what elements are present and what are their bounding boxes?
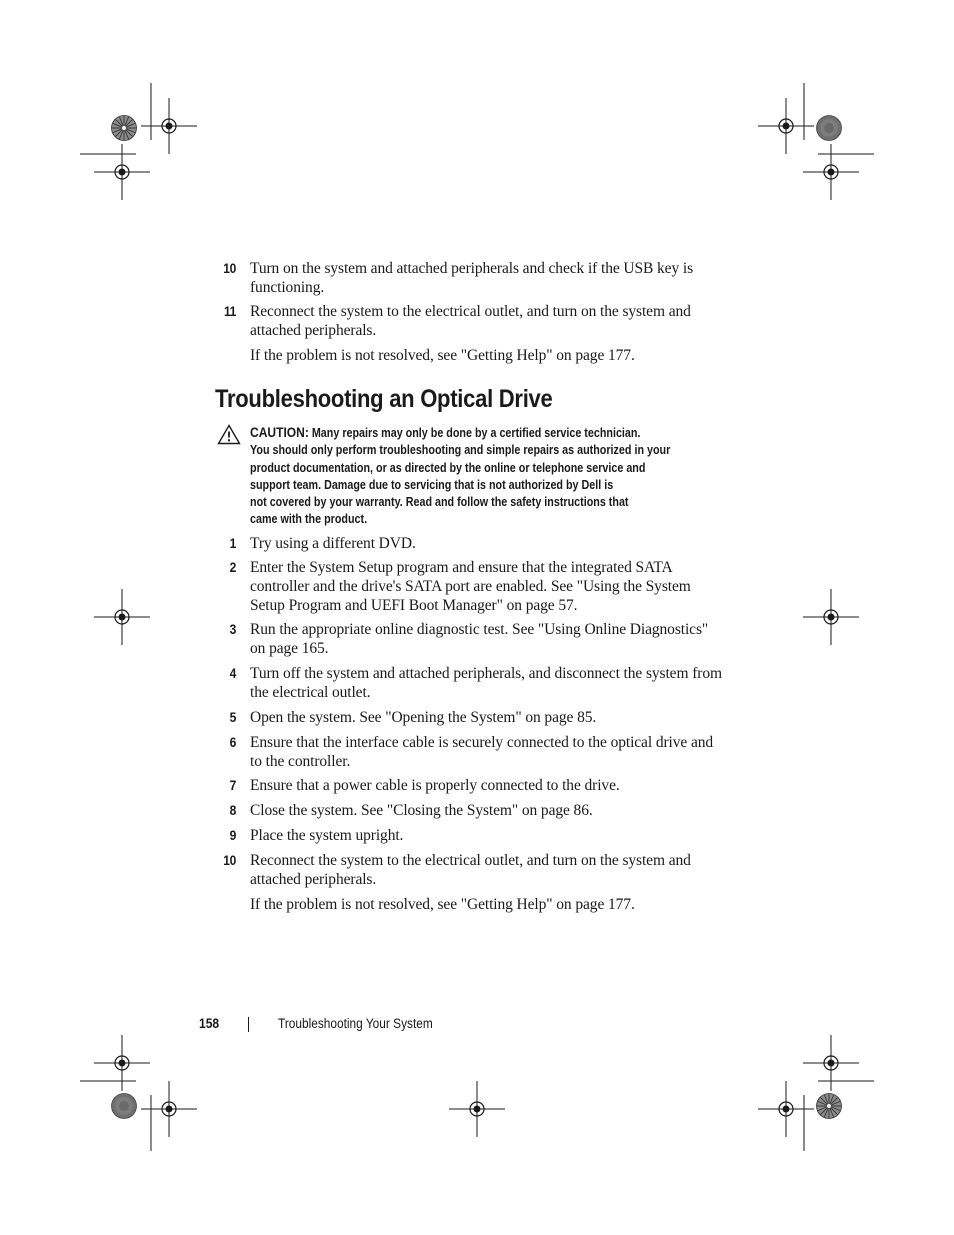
step-number: 7 [229, 777, 236, 793]
step-text: Turn on the system and attached peripherals and check if the USB key is functioning. [250, 260, 694, 296]
getting-help-note-top: If the problem is not resolved, see "Getting Help" on page 177. [250, 347, 635, 364]
step-text: Ensure that a power cable is properly connected to the drive. [250, 777, 620, 794]
page-number: 158 [199, 1015, 220, 1031]
step-text: Turn off the system and attached peripherals, and disconnect the system from the electrical outlet. [250, 665, 722, 701]
step-number: 9 [229, 827, 236, 843]
footer-chapter-title: Troubleshooting Your System [278, 1016, 433, 1031]
getting-help-note-bottom: If the problem is not resolved, see "Getting Help" on page 177. [250, 896, 635, 913]
step-number: 11 [223, 303, 236, 319]
step-number: 2 [229, 559, 236, 575]
step-number: 5 [229, 709, 236, 725]
step-text: Open the system. See "Opening the System" on page 85. [250, 709, 597, 726]
caution-line [250, 424, 663, 442]
step-number: 10 [223, 852, 236, 868]
step-text: Reconnect the system to the electrical outlet, and turn on the system and attached peripherals. [250, 852, 691, 888]
section-title: Troubleshooting an Optical Drive [215, 385, 553, 413]
footer-divider [248, 1017, 249, 1032]
caution-triangle-icon [217, 424, 241, 445]
step-text: Place the system upright. [250, 827, 404, 844]
step-number: 8 [229, 802, 236, 818]
caution-line: came with the product. [250, 512, 368, 527]
step-number: 1 [229, 535, 236, 551]
step-number: 4 [229, 665, 236, 681]
step-number: 10 [223, 260, 236, 276]
step-text: Enter the System Setup program and ensure that the integrated SATA controller and the drive's SATA port are enabled. See "Using the System Setup Program and UEFI Boot Manager" on page 57. [250, 559, 691, 614]
step-text: Try using a different DVD. [250, 535, 416, 552]
caution-text: Many repairs may only be done by a certified service technician. [311, 426, 641, 440]
step-number: 6 [229, 734, 236, 750]
caution-notice [250, 424, 730, 529]
step-text: Reconnect the system to the electrical outlet, and turn on the system and attached peripherals. [250, 303, 691, 339]
step-text: Ensure that the interface cable is securely connected to the optical drive and to the controller. [250, 734, 714, 770]
step-number: 3 [229, 621, 236, 637]
caution-line: You should only perform troubleshooting and simple repairs as authorized in your [250, 443, 671, 458]
caution-line: product documentation, or as directed by the online or telephone service and [250, 460, 646, 475]
caution-label: CAUTION: [250, 424, 309, 440]
caution-line: support team. Damage due to servicing that is not authorized by Dell is [250, 477, 614, 492]
step-text: Run the appropriate online diagnostic test. See "Using Online Diagnostics" on page 165. [250, 621, 709, 657]
step-text: Close the system. See "Closing the System" on page 86. [250, 802, 593, 819]
caution-line: not covered by your warranty. Read and follow the safety instructions that [250, 495, 629, 510]
